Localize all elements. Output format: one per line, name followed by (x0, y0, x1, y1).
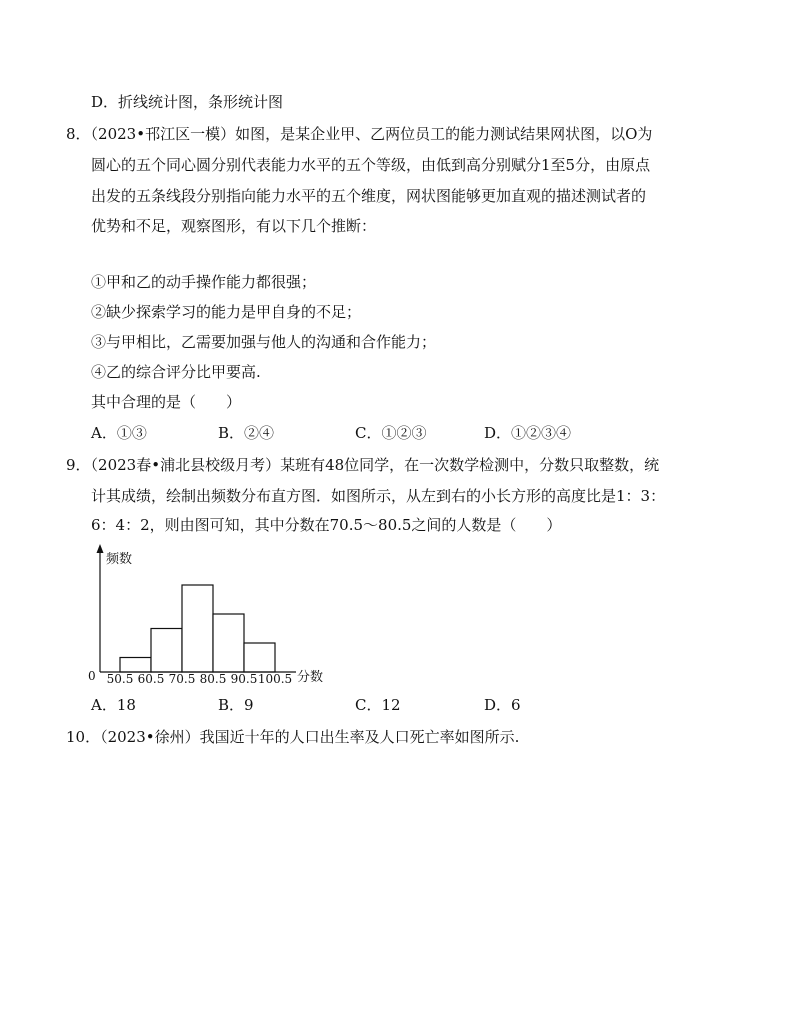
q9-option-a[interactable]: A．18 (91, 696, 136, 714)
q8-statement-1: ①甲和乙的动手操作能力都很强； (91, 273, 317, 291)
x-tick-label: 60.5 (137, 672, 165, 686)
q8-line-3: 出发的五条线段分别指向能力水平的五个维度，网状图能够更加直观的描述测试者的 (91, 187, 647, 205)
q8-line-4: 优势和不足，观察图形，有以下几个推断： (91, 217, 377, 235)
frequency-histogram (86, 542, 346, 692)
q8-option-a[interactable]: A．①③ (91, 424, 147, 442)
q9-option-d[interactable]: D．6 (484, 696, 521, 714)
x-axis-label: 分数 (297, 670, 324, 685)
q8-option-b[interactable]: B．②④ (218, 424, 275, 442)
x-tick-label: 80.5 (199, 672, 227, 686)
q8-statement-2: ②缺少探索学习的能力是甲自身的不足； (91, 303, 362, 321)
q8-options (91, 423, 691, 443)
q8-question: 其中合理的是（ ） (91, 393, 242, 411)
q8-line-2: 圆心的五个同心圆分别代表能力水平的五个等级，由低到高分别赋分1至5分，由原点 (91, 156, 651, 174)
q9-options (91, 695, 691, 715)
q9-line-2: 计其成绩，绘制出频数分布直方图．如图所示，从左到右的小长方形的高度比是1：3： (91, 487, 666, 505)
q8-option-d[interactable]: D．①②③④ (484, 424, 572, 442)
y-axis-label: 频数 (106, 552, 133, 567)
q9-line-1: 9．（2023春•浦北县校级月考）某班有48位同学，在一次数学检测中，分数只取整数，统 (66, 456, 660, 474)
x-tick-label: 70.5 (168, 672, 196, 686)
histogram-bar-2 (151, 629, 182, 673)
q7-option-d: D．折线统计图，条形统计图 (91, 93, 284, 111)
q10-line: 10．（2023•徐州）我国近十年的人口出生率及人口死亡率如图所示. (66, 728, 520, 746)
y-axis-arrow (97, 544, 104, 553)
origin-label: 0 (88, 669, 96, 683)
histogram-bar-3 (182, 585, 213, 672)
q8-statement-4: ④乙的综合评分比甲要高. (91, 363, 261, 381)
histogram-bar-5 (244, 643, 275, 672)
q9-option-b[interactable]: B．9 (218, 696, 254, 714)
q8-statement-3: ③与甲相比，乙需要加强与他人的沟通和合作能力； (91, 333, 437, 351)
q9-line-3: 6：4：2，则由图可知，其中分数在70.5～80.5之间的人数是（ ） (91, 516, 562, 534)
x-tick-label: 50.5 (106, 672, 134, 686)
histogram-bar-1 (120, 658, 151, 673)
x-tick-label: 100.5 (257, 672, 293, 686)
q9-option-c[interactable]: C．12 (355, 696, 401, 714)
q8-line-1: 8．（2023•邗江区一模）如图，是某企业甲、乙两位员工的能力测试结果网状图，以O为 (66, 125, 653, 143)
histogram-bar-4 (213, 614, 244, 672)
x-tick-label: 90.5 (230, 672, 258, 686)
q8-option-c[interactable]: C．①②③ (355, 424, 427, 442)
